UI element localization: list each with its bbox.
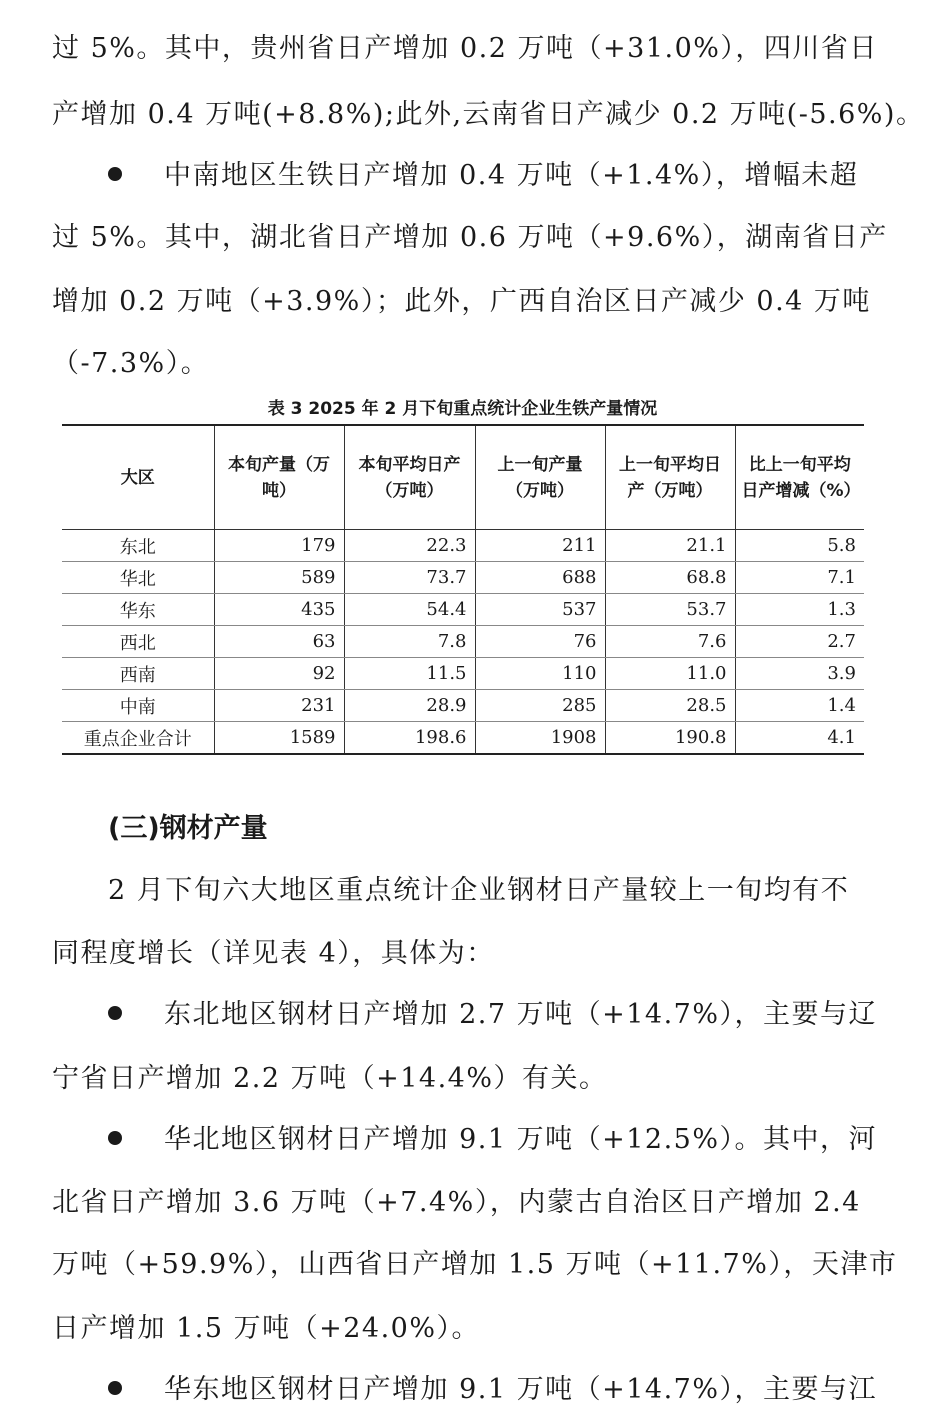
text-line: 东北地区钢材日产增加 2.7 万吨（+14.7%），主要与辽 <box>164 999 877 1030</box>
text-line: 产增加 0.4 万吨(+8.8%);此外,云南省日产减少 0.2 万吨(-5.6%)。 <box>52 99 925 130</box>
value-cell: 1.4 <box>735 690 864 722</box>
table-header-row <box>62 425 864 530</box>
region-cell: 华东 <box>62 594 214 626</box>
text-line: 日产增加 1.5 万吨（+24.0%）。 <box>52 1313 480 1344</box>
table-row <box>62 658 864 690</box>
text-line: 北省日产增加 3.6 万吨（+7.4%），内蒙古自治区日产增加 2.4 <box>52 1187 861 1218</box>
value-cell: 110 <box>475 658 605 690</box>
pig-iron-output-table <box>62 424 864 755</box>
table-row <box>62 722 864 755</box>
value-cell: 688 <box>475 562 605 594</box>
value-cell: 54.4 <box>344 594 475 626</box>
header-previous-daily: 上一旬平均日产（万吨） <box>605 425 735 530</box>
value-cell: 73.7 <box>344 562 475 594</box>
value-cell: 1908 <box>475 722 605 755</box>
value-cell: 28.5 <box>605 690 735 722</box>
value-cell: 7.6 <box>605 626 735 658</box>
text-line: 宁省日产增加 2.2 万吨（+14.4%）有关。 <box>52 1063 608 1094</box>
value-cell: 4.1 <box>735 722 864 755</box>
value-cell: 435 <box>214 594 344 626</box>
value-cell: 92 <box>214 658 344 690</box>
bullet-icon <box>108 167 122 181</box>
value-cell: 28.9 <box>344 690 475 722</box>
header-current-output: 本旬产量（万吨） <box>214 425 344 530</box>
value-cell: 11.0 <box>605 658 735 690</box>
value-cell: 1589 <box>214 722 344 755</box>
value-cell: 7.1 <box>735 562 864 594</box>
text-line: 2 月下旬六大地区重点统计企业钢材日产量较上一旬均有不 <box>108 875 850 906</box>
text-line: 华北地区钢材日产增加 9.1 万吨（+12.5%）。其中，河 <box>164 1124 877 1155</box>
table-row <box>62 626 864 658</box>
value-cell: 76 <box>475 626 605 658</box>
table-row <box>62 690 864 722</box>
bullet-icon <box>108 1381 122 1395</box>
bullet-item-central-south <box>108 159 858 193</box>
region-cell: 中南 <box>62 690 214 722</box>
text-line: 同程度增长（详见表 4），具体为： <box>52 938 495 969</box>
region-cell: 华北 <box>62 562 214 594</box>
value-cell: 231 <box>214 690 344 722</box>
bullet-icon <box>108 1131 122 1145</box>
header-current-daily: 本旬平均日产（万吨） <box>344 425 475 530</box>
value-cell: 2.7 <box>735 626 864 658</box>
region-cell: 重点企业合计 <box>62 722 214 755</box>
value-cell: 7.8 <box>344 626 475 658</box>
value-cell: 537 <box>475 594 605 626</box>
region-cell: 西南 <box>62 658 214 690</box>
table-row <box>62 530 864 562</box>
table-caption: 表 3 2025 年 2 月下旬重点统计企业生铁产量情况 <box>267 399 658 419</box>
text-line: 万吨（+59.9%），山西省日产增加 1.5 万吨（+11.7%），天津市 <box>52 1249 898 1280</box>
value-cell: 285 <box>475 690 605 722</box>
header-region: 大区 <box>120 467 155 488</box>
text-line: （-7.3%）。 <box>52 348 210 379</box>
text-line: 中南地区生铁日产增加 0.4 万吨（+1.4%），增幅未超 <box>164 160 859 191</box>
table-row <box>62 562 864 594</box>
value-cell: 22.3 <box>344 530 475 562</box>
header-change-percent: 比上一旬平均日产增减（%） <box>735 425 864 530</box>
region-cell: 东北 <box>62 530 214 562</box>
value-cell: 1.3 <box>735 594 864 626</box>
value-cell: 190.8 <box>605 722 735 755</box>
region-cell: 西北 <box>62 626 214 658</box>
text-line: 华东地区钢材日产增加 9.1 万吨（+14.7%），主要与江 <box>164 1374 877 1405</box>
value-cell: 11.5 <box>344 658 475 690</box>
text-line: 过 5%。其中，湖北省日产增加 0.6 万吨（+9.6%），湖南省日产 <box>52 222 888 253</box>
value-cell: 179 <box>214 530 344 562</box>
value-cell: 21.1 <box>605 530 735 562</box>
bullet-item-east <box>108 1373 877 1407</box>
bullet-item-northeast <box>108 998 877 1032</box>
text-line: 增加 0.2 万吨（+3.9%）；此外，广西自治区日产减少 0.4 万吨 <box>52 286 871 317</box>
value-cell: 211 <box>475 530 605 562</box>
bullet-item-north <box>108 1123 877 1157</box>
text-line: 过 5%。其中，贵州省日产增加 0.2 万吨（+31.0%），四川省日 <box>52 33 878 64</box>
value-cell: 589 <box>214 562 344 594</box>
value-cell: 63 <box>214 626 344 658</box>
value-cell: 198.6 <box>344 722 475 755</box>
table-row <box>62 594 864 626</box>
value-cell: 3.9 <box>735 658 864 690</box>
value-cell: 53.7 <box>605 594 735 626</box>
value-cell: 68.8 <box>605 562 735 594</box>
bullet-icon <box>108 1006 122 1020</box>
header-previous-output: 上一旬产量（万吨） <box>475 425 605 530</box>
section-title: (三)钢材产量 <box>108 813 268 844</box>
value-cell: 5.8 <box>735 530 864 562</box>
